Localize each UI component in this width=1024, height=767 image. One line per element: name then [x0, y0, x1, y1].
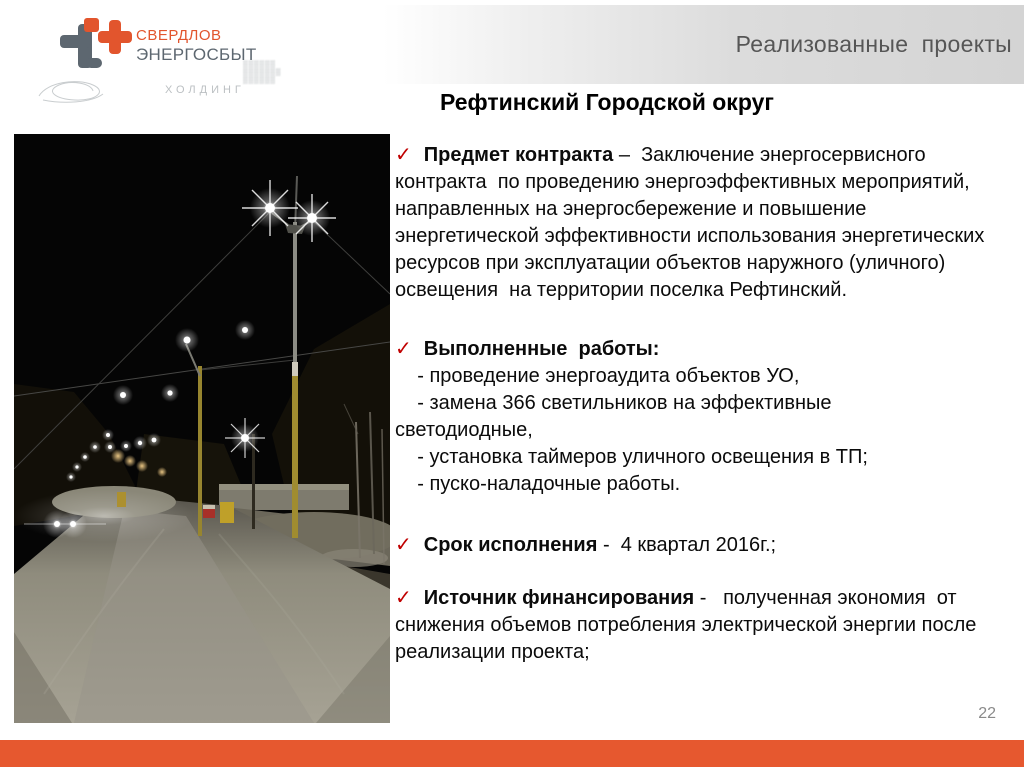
checkmark-icon: ✓ — [395, 587, 412, 609]
bullet-text: - 4 квартал 2016г.; — [597, 534, 777, 556]
header-bar — [383, 5, 1024, 84]
page-number: 22 — [978, 705, 996, 722]
brand-line2: ЭНЕРГОСБЫТ — [136, 45, 257, 64]
night-street-photo — [14, 134, 390, 723]
bullet-funding-source — [395, 585, 1015, 666]
brand-line1: СВЕРДЛОВ — [136, 27, 222, 44]
slide-content — [395, 88, 1015, 666]
bullet-label: Предмет контракта — [423, 144, 614, 166]
work-item: - пуско-наладочные работы. — [395, 473, 681, 495]
bullet-label: Источник финансирования — [423, 587, 695, 609]
checkmark-icon: ✓ — [395, 534, 412, 556]
bullet-label: Срок исполнения — [423, 534, 598, 556]
bullet-deadline — [395, 532, 1015, 559]
checkmark-icon: ✓ — [395, 338, 412, 360]
work-item-continuation: светодиодные, — [395, 419, 533, 441]
logo-area — [0, 0, 383, 120]
bullet-text: - полученная экономия от снижения объемов потребления электрической энергии после реализации проекта; — [395, 587, 982, 663]
illegible-fine-print: ▒▒▒▒▒▒ ▒▒▒▒▒▒▒ ▒▒▒▒▒▒ — [243, 61, 282, 84]
brand-subbrand: ХОЛДИНГ — [165, 84, 245, 96]
checkmark-icon: ✓ — [395, 144, 412, 166]
bullet-completed-works — [395, 336, 1015, 363]
bullet-text: – Заключение энергосервисного контракта по проведению энергоэффективных мероприятий, направленных на энергосбережение и повышение энергетической эффективности использования энергетических ресурсов при эксплуатации объектов наружного (уличного) освещения на территории поселка Рефтинский. — [395, 144, 990, 301]
tplus-logo-icon — [58, 18, 134, 74]
bullet-label: Выполненные работы: — [423, 338, 660, 360]
brand-text — [136, 28, 257, 63]
work-item: - установка таймеров уличного освещения в ТП; — [395, 446, 868, 468]
slide-title: Рефтинский Городской округ — [440, 89, 774, 115]
work-item: - замена 366 светильников на эффективные — [395, 392, 832, 414]
signature-scribble-icon — [33, 76, 111, 106]
header-title: Реализованные проекты — [735, 31, 1012, 57]
work-item: - проведение энергоаудита объектов УО, — [395, 365, 800, 387]
footer-accent-bar — [0, 740, 1024, 767]
bullet-contract-subject — [395, 142, 1015, 304]
